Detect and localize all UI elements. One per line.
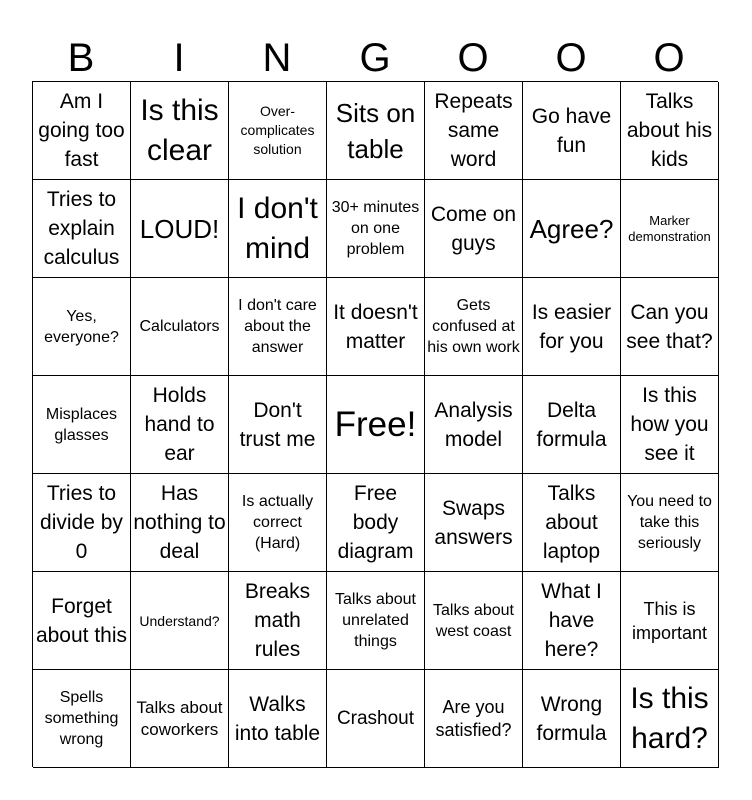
bingo-cell[interactable]: Crashout	[327, 670, 425, 768]
bingo-cell[interactable]: Over-complicates solution	[229, 82, 327, 180]
bingo-cell[interactable]: LOUD!	[131, 180, 229, 278]
bingo-cell[interactable]: Talks about west coast	[425, 572, 523, 670]
header-letter-o3: O	[653, 36, 685, 80]
bingo-board	[32, 81, 718, 767]
bingo-cell[interactable]: You need to take this seriously	[621, 474, 719, 572]
bingo-cell[interactable]: 30+ minutes on one problem	[327, 180, 425, 278]
bingo-cell[interactable]: Is this how you see it	[621, 376, 719, 474]
bingo-cell[interactable]: Talks about unrelated things	[327, 572, 425, 670]
bingo-cell[interactable]: Can you see that?	[621, 278, 719, 376]
bingo-cell[interactable]: Sits on table	[327, 82, 425, 180]
header-letter-i: I	[173, 36, 185, 80]
bingo-cell[interactable]: Are you satisfied?	[425, 670, 523, 768]
bingo-cell[interactable]: It doesn't matter	[327, 278, 425, 376]
bingo-cell[interactable]: Talks about laptop	[523, 474, 621, 572]
header-letter-o2: O	[555, 36, 587, 80]
bingo-cell[interactable]: Come on guys	[425, 180, 523, 278]
header-letter-g: G	[359, 36, 391, 80]
bingo-cell[interactable]: This is important	[621, 572, 719, 670]
bingo-cell[interactable]: Calculators	[131, 278, 229, 376]
bingo-cell[interactable]: Marker demonstration	[621, 180, 719, 278]
bingo-cell[interactable]: Repeats same word	[425, 82, 523, 180]
bingo-cell[interactable]: Misplaces glasses	[33, 376, 131, 474]
bingo-cell[interactable]: Breaks math rules	[229, 572, 327, 670]
bingo-cell[interactable]: Analysis model	[425, 376, 523, 474]
header-letter-n: N	[262, 36, 292, 80]
bingo-cell[interactable]: Talks about his kids	[621, 82, 719, 180]
bingo-cell[interactable]: Walks into table	[229, 670, 327, 768]
bingo-cell[interactable]: Wrong formula	[523, 670, 621, 768]
bingo-cell[interactable]: Tries to explain calculus	[33, 180, 131, 278]
bingo-cell[interactable]: Delta formula	[523, 376, 621, 474]
bingo-cell-free[interactable]: Free!	[327, 376, 425, 474]
bingo-cell[interactable]: I don't care about the answer	[229, 278, 327, 376]
bingo-cell[interactable]: Am I going too fast	[33, 82, 131, 180]
bingo-cell[interactable]: I don't mind	[229, 180, 327, 278]
bingo-cell[interactable]: Go have fun	[523, 82, 621, 180]
bingo-cell[interactable]: Free body diagram	[327, 474, 425, 572]
bingo-cell[interactable]: Swaps answers	[425, 474, 523, 572]
bingo-header	[32, 34, 718, 82]
bingo-cell[interactable]: Agree?	[523, 180, 621, 278]
bingo-cell[interactable]: Yes, everyone?	[33, 278, 131, 376]
bingo-cell[interactable]: Holds hand to ear	[131, 376, 229, 474]
header-letter-o1: O	[457, 36, 489, 80]
bingo-cell[interactable]: What I have here?	[523, 572, 621, 670]
bingo-cell[interactable]: Is easier for you	[523, 278, 621, 376]
bingo-cell[interactable]: Is this clear	[131, 82, 229, 180]
bingo-cell[interactable]: Talks about coworkers	[131, 670, 229, 768]
bingo-cell[interactable]: Understand?	[131, 572, 229, 670]
bingo-cell[interactable]: Has nothing to deal	[131, 474, 229, 572]
bingo-cell[interactable]: Gets confused at his own work	[425, 278, 523, 376]
bingo-cell[interactable]: Don't trust me	[229, 376, 327, 474]
bingo-cell[interactable]: Spells something wrong	[33, 670, 131, 768]
bingo-cell[interactable]: Forget about this	[33, 572, 131, 670]
header-letter-b: B	[67, 36, 95, 80]
bingo-cell[interactable]: Is this hard?	[621, 670, 719, 768]
bingo-cell[interactable]: Tries to divide by 0	[33, 474, 131, 572]
bingo-cell[interactable]: Is actually correct (Hard)	[229, 474, 327, 572]
